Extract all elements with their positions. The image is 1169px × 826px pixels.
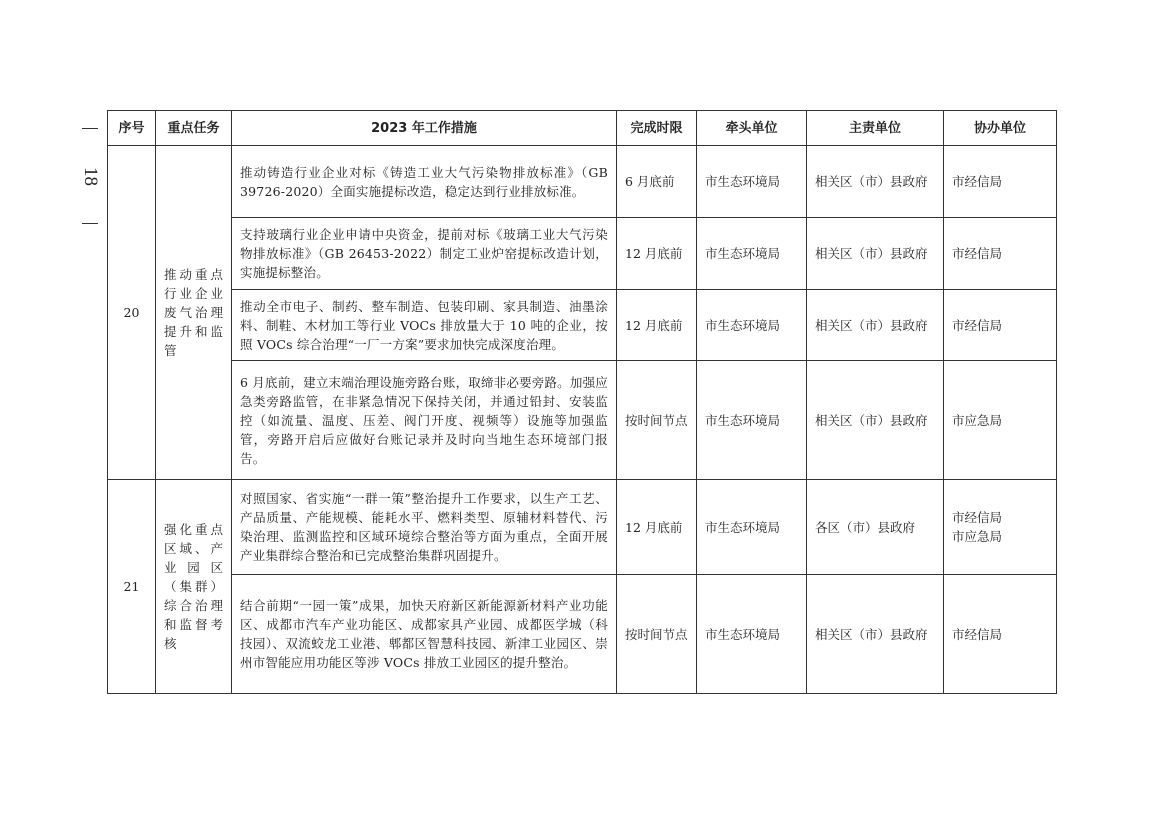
table-row <box>108 290 1057 361</box>
assist-cell: 市经信局 <box>944 218 1057 290</box>
table-row <box>108 218 1057 290</box>
lead-cell: 市生态环境局 <box>697 290 807 361</box>
header-task: 重点任务 <box>156 111 232 146</box>
lead-cell: 市生态环境局 <box>697 575 807 694</box>
task-cell: 推动重点行业企业废气治理提升和监管 <box>156 146 232 480</box>
table-row <box>108 146 1057 218</box>
measure-cell: 对照国家、省实施“一群一策”整治提升工作要求，以生产工艺、产品质量、产能规模、能耗水平、燃料类型、原辅材料替代、污染治理、监测监控和区域环境综合整治等方面为重点，全面开展产业集群综合整治和已完成整治集群巩固提升。 <box>232 480 617 575</box>
responsible-cell: 相关区（市）县政府 <box>807 575 944 694</box>
task-cell: 强化重点区域、产业园区（集群）综合治理和监督考核 <box>156 480 232 694</box>
deadline-cell: 按时间节点 <box>617 361 697 480</box>
table-row <box>108 575 1057 694</box>
header-lead: 牵头单位 <box>697 111 807 146</box>
table-header-row <box>108 111 1057 146</box>
responsible-cell: 相关区（市）县政府 <box>807 361 944 480</box>
measure-cell: 推动全市电子、制药、整车制造、包装印刷、家具制造、油墨涂料、制鞋、木材加工等行业 VOCs 排放量大于 10 吨的企业，按照 VOCs 综合治理“一厂一方案”要求加快完成深度治理。 <box>232 290 617 361</box>
header-seq: 序号 <box>108 111 156 146</box>
page-number-text: 18 <box>79 166 101 186</box>
lead-cell: 市生态环境局 <box>697 480 807 575</box>
deadline-cell: 12 月底前 <box>617 290 697 361</box>
table-row <box>108 480 1057 575</box>
measure-cell: 支持玻璃行业企业申请中央资金，提前对标《玻璃工业大气污染物排放标准》（GB 26453-2022）制定工业炉窑提标改造计划，实施提标整治。 <box>232 218 617 290</box>
page-number-dash-top <box>82 128 98 129</box>
responsible-cell: 相关区（市）县政府 <box>807 218 944 290</box>
responsible-cell: 相关区（市）县政府 <box>807 146 944 218</box>
header-responsible: 主责单位 <box>807 111 944 146</box>
responsible-cell: 各区（市）县政府 <box>807 480 944 575</box>
deadline-cell: 按时间节点 <box>617 575 697 694</box>
seq-cell: 21 <box>108 480 156 694</box>
assist-cell: 市应急局 <box>944 361 1057 480</box>
header-assist: 协办单位 <box>944 111 1057 146</box>
deadline-cell: 12 月底前 <box>617 218 697 290</box>
deadline-cell: 12 月底前 <box>617 480 697 575</box>
measure-cell: 6 月底前，建立末端治理设施旁路台账，取缔非必要旁路。加强应急类旁路监管，在非紧急情况下保持关闭，并通过铅封、安装监控（如流量、温度、压差、阀门开度、视频等）设施等加强监管，旁路开启后应做好台账记录并及时向当地生态环境部门报告。 <box>232 361 617 480</box>
deadline-cell: 6 月底前 <box>617 146 697 218</box>
assist-cell: 市经信局 <box>944 146 1057 218</box>
measure-cell: 推动铸造行业企业对标《铸造工业大气污染物排放标准》（GB 39726-2020）全面实施提标改造，稳定达到行业排放标准。 <box>232 146 617 218</box>
page-number-dash-bottom <box>82 223 98 224</box>
measure-cell: 结合前期“一园一策”成果，加快天府新区新能源新材料产业功能区、成都市汽车产业功能区、成都家具产业园、成都医学城（科技园）、双流蛟龙工业港、郫都区智慧科技园、新津工业园区、崇州市智能应用功能区等涉 VOCs 排放工业园区的提升整治。 <box>232 575 617 694</box>
lead-cell: 市生态环境局 <box>697 146 807 218</box>
assist-cell: 市经信局 <box>944 575 1057 694</box>
assist-cell: 市经信局 市应急局 <box>944 480 1057 575</box>
lead-cell: 市生态环境局 <box>697 218 807 290</box>
page-number <box>78 128 102 224</box>
header-measures: 2023 年工作措施 <box>232 111 617 146</box>
seq-cell: 20 <box>108 146 156 480</box>
lead-cell: 市生态环境局 <box>697 361 807 480</box>
measures-table <box>107 110 1057 694</box>
header-deadline: 完成时限 <box>617 111 697 146</box>
assist-cell: 市经信局 <box>944 290 1057 361</box>
responsible-cell: 相关区（市）县政府 <box>807 290 944 361</box>
table-row <box>108 361 1057 480</box>
